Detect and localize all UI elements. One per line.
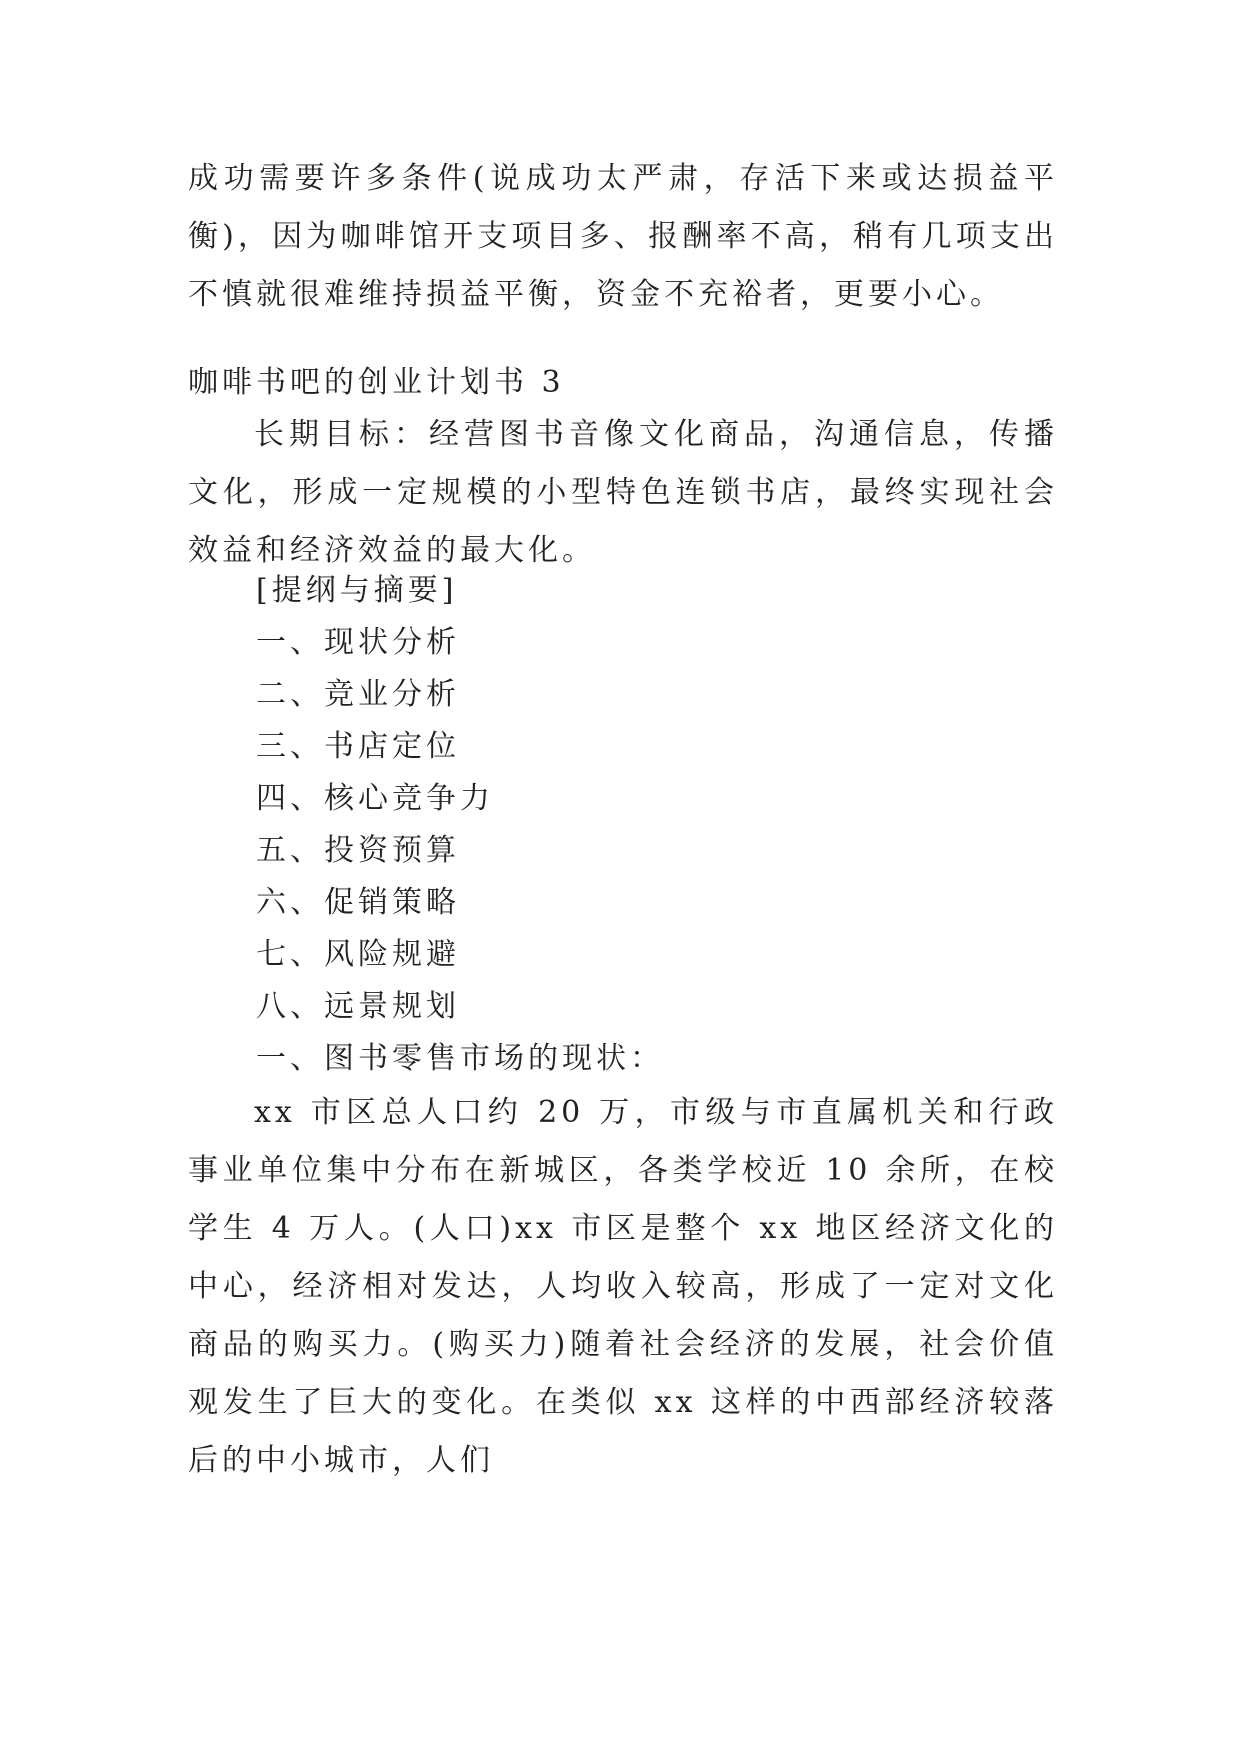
paragraph-market-status: xx 市区总人口约 20 万，市级与市直属机关和行政事业单位集中分布在新城区，各类学校近 10 余所，在校学生 4 万人。(人口)xx 市区是整个 xx 地区经济文化的中心，经济相对发达，人均收入较高，形成了一定对文化商品的购买力。(购买力)随着社会经济的发展，社会价值观发生了巨大的变化。在类似 xx 这样的中西部经济较落后的中小城市，人们 [188, 1095, 1058, 1478]
section1-title: 一、图书零售市场的现状： [256, 1041, 664, 1076]
outline-item: 七、风险规避 [256, 937, 460, 972]
paragraph-long-term-goal: 长期目标：经营图书音像文化商品，沟通信息，传播文化，形成一定规模的小型特色连锁书店，最终实现社会效益和经济效益的最大化。 [188, 417, 1058, 568]
outline-item: 五、投资预算 [256, 833, 460, 868]
outline-item: 六、促销策略 [256, 885, 460, 920]
outline-item: 四、核心竞争力 [256, 781, 494, 816]
outline-item: 三、书店定位 [256, 729, 460, 764]
section-heading: 咖啡书吧的创业计划书 3 [188, 365, 565, 400]
outline-item: 二、竞业分析 [256, 677, 460, 712]
outline-item: 一、现状分析 [256, 625, 460, 660]
paragraph-intro: 成功需要许多条件(说成功太严肃，存活下来或达损益平衡)，因为咖啡馆开支项目多、报酬率不高，稍有几项支出不慎就很难维持损益平衡，资金不充裕者，更要小心。 [188, 161, 1058, 312]
outline-item: 八、远景规划 [256, 989, 460, 1024]
outline-title: [提纲与摘要] [256, 573, 458, 608]
